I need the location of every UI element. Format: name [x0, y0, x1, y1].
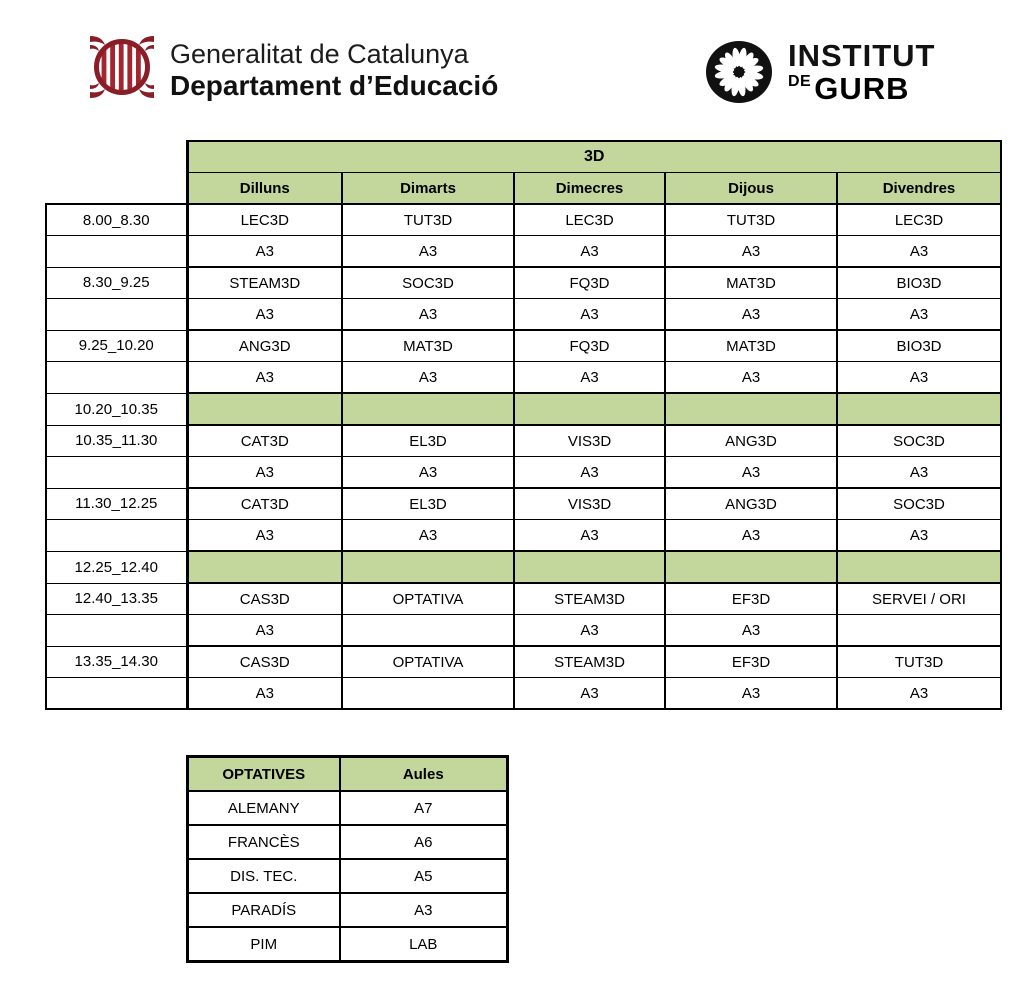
room-cell: A3 [665, 362, 837, 394]
time-cell: 10.20_10.35 [46, 393, 187, 425]
timetable-row [46, 330, 1001, 362]
room-cell: A3 [665, 457, 837, 489]
timetable-row [46, 678, 1001, 710]
time-cell: 12.25_12.40 [46, 551, 187, 583]
aula-cell: A3 [340, 893, 508, 927]
time-cell: 9.25_10.20 [46, 330, 187, 362]
day-header-dimarts: Dimarts [342, 173, 514, 205]
time-cell [46, 362, 187, 394]
institut-label: INSTITUT [788, 38, 936, 73]
time-cell: 11.30_12.25 [46, 488, 187, 520]
room-cell: A3 [837, 236, 1001, 268]
room-cell: A3 [342, 457, 514, 489]
aula-cell: A5 [340, 859, 508, 893]
subject-cell: EL3D [342, 425, 514, 457]
subject-cell: LEC3D [187, 204, 342, 236]
break-cell [187, 551, 342, 583]
room-cell: A3 [837, 362, 1001, 394]
subject-cell: VIS3D [514, 425, 665, 457]
room-cell: A3 [665, 236, 837, 268]
timetable-section [45, 140, 1002, 710]
optatives-row [188, 859, 508, 893]
room-cell: A3 [837, 457, 1001, 489]
room-cell: A3 [187, 457, 342, 489]
optatives-header: OPTATIVES [188, 757, 340, 792]
subject-cell: EF3D [665, 646, 837, 678]
subject-cell: LEC3D [514, 204, 665, 236]
room-cell: A3 [514, 457, 665, 489]
subject-cell: CAT3D [187, 425, 342, 457]
aula-cell: A6 [340, 825, 508, 859]
room-cell: A3 [187, 236, 342, 268]
timetable-row [46, 299, 1001, 331]
timetable-row [46, 362, 1001, 394]
table-corner [46, 173, 187, 205]
subject-cell: ANG3D [187, 330, 342, 362]
day-header-dimecres: Dimecres [514, 173, 665, 205]
optatives-row [188, 927, 508, 962]
subject-cell: EF3D [665, 583, 837, 615]
break-cell [665, 551, 837, 583]
de-label: DE [788, 73, 812, 90]
room-cell: A3 [187, 678, 342, 710]
room-cell: A3 [837, 299, 1001, 331]
time-cell: 13.35_14.30 [46, 646, 187, 678]
room-cell: A3 [342, 520, 514, 552]
subject-cell: MAT3D [665, 330, 837, 362]
group-header: 3D [187, 141, 1001, 173]
subject-cell: TUT3D [837, 646, 1001, 678]
subject-cell: SOC3D [837, 488, 1001, 520]
room-cell: A3 [514, 299, 665, 331]
room-cell: A3 [187, 299, 342, 331]
room-cell: A3 [665, 678, 837, 710]
time-cell: 12.40_13.35 [46, 583, 187, 615]
timetable-row [46, 646, 1001, 678]
subject-cell: SERVEI / ORI [837, 583, 1001, 615]
optatives-row [188, 893, 508, 927]
break-cell [342, 393, 514, 425]
break-cell [665, 393, 837, 425]
subject-cell: FQ3D [514, 330, 665, 362]
room-cell: A3 [342, 362, 514, 394]
optativa-name-cell: PARADÍS [188, 893, 340, 927]
timetable-row [46, 425, 1001, 457]
room-cell: A3 [187, 520, 342, 552]
table-corner [46, 141, 187, 173]
room-cell: A3 [187, 362, 342, 394]
day-header-dijous: Dijous [665, 173, 837, 205]
subject-cell: TUT3D [665, 204, 837, 236]
subject-cell: CAS3D [187, 583, 342, 615]
subject-cell: ANG3D [665, 425, 837, 457]
aula-cell: LAB [340, 927, 508, 962]
break-cell [837, 551, 1001, 583]
subject-cell: BIO3D [837, 330, 1001, 362]
subject-cell: MAT3D [665, 267, 837, 299]
room-cell [342, 678, 514, 710]
room-cell: A3 [837, 678, 1001, 710]
subject-cell: OPTATIVA [342, 646, 514, 678]
timetable-row [46, 204, 1001, 236]
gurb-label: GURB [814, 71, 910, 106]
institut-gurb-text [788, 40, 936, 104]
generalitat-title: Generalitat de Catalunya [170, 39, 469, 69]
break-cell [342, 551, 514, 583]
time-cell [46, 457, 187, 489]
room-cell: A3 [837, 520, 1001, 552]
optativa-name-cell: ALEMANY [188, 791, 340, 825]
catalonia-coat-of-arms-icon [88, 34, 156, 100]
break-cell [837, 393, 1001, 425]
room-cell: A3 [514, 362, 665, 394]
room-cell: A3 [665, 615, 837, 647]
room-cell: A3 [665, 520, 837, 552]
timetable-table [45, 140, 1002, 710]
timetable-row [46, 457, 1001, 489]
room-cell: A3 [665, 299, 837, 331]
institut-gurb-header [706, 40, 936, 104]
subject-cell: CAT3D [187, 488, 342, 520]
subject-cell: LEC3D [837, 204, 1001, 236]
time-cell: 8.00_8.30 [46, 204, 187, 236]
subject-cell: STEAM3D [514, 646, 665, 678]
timetable-row [46, 583, 1001, 615]
room-cell [342, 615, 514, 647]
optativa-name-cell: PIM [188, 927, 340, 962]
optativa-name-cell: DIS. TEC. [188, 859, 340, 893]
timetable-row [46, 551, 1001, 583]
time-cell: 8.30_9.25 [46, 267, 187, 299]
optativa-name-cell: FRANCÈS [188, 825, 340, 859]
generalitat-header [88, 34, 498, 102]
subject-cell: OPTATIVA [342, 583, 514, 615]
break-cell [514, 393, 665, 425]
room-cell: A3 [187, 615, 342, 647]
time-cell [46, 236, 187, 268]
optatives-row [188, 825, 508, 859]
optatives-section [186, 755, 509, 963]
optatives-row [188, 791, 508, 825]
departament-title: Departament d’Educació [170, 70, 499, 102]
subject-cell: MAT3D [342, 330, 514, 362]
day-header-divendres: Divendres [837, 173, 1001, 205]
aula-cell: A7 [340, 791, 508, 825]
room-cell: A3 [514, 520, 665, 552]
subject-cell: ANG3D [665, 488, 837, 520]
subject-cell: FQ3D [514, 267, 665, 299]
time-cell [46, 299, 187, 331]
timetable-row [46, 393, 1001, 425]
subject-cell: BIO3D [837, 267, 1001, 299]
subject-cell: STEAM3D [187, 267, 342, 299]
room-cell: A3 [342, 236, 514, 268]
subject-cell: EL3D [342, 488, 514, 520]
break-cell [187, 393, 342, 425]
timetable-row [46, 615, 1001, 647]
generalitat-text [170, 34, 498, 102]
timetable-row [46, 267, 1001, 299]
time-cell [46, 678, 187, 710]
optatives-header: Aules [340, 757, 508, 792]
time-cell [46, 615, 187, 647]
subject-cell: VIS3D [514, 488, 665, 520]
timetable-row [46, 488, 1001, 520]
time-cell: 10.35_11.30 [46, 425, 187, 457]
subject-cell: CAS3D [187, 646, 342, 678]
subject-cell: SOC3D [342, 267, 514, 299]
subject-cell: SOC3D [837, 425, 1001, 457]
room-cell [837, 615, 1001, 647]
room-cell: A3 [514, 615, 665, 647]
optatives-table [186, 755, 509, 963]
time-cell [46, 520, 187, 552]
timetable-row [46, 236, 1001, 268]
subject-cell: TUT3D [342, 204, 514, 236]
institut-gurb-logo-icon [706, 41, 772, 103]
break-cell [514, 551, 665, 583]
timetable-row [46, 520, 1001, 552]
subject-cell: STEAM3D [514, 583, 665, 615]
room-cell: A3 [342, 299, 514, 331]
room-cell: A3 [514, 236, 665, 268]
day-header-dilluns: Dilluns [187, 173, 342, 205]
room-cell: A3 [514, 678, 665, 710]
